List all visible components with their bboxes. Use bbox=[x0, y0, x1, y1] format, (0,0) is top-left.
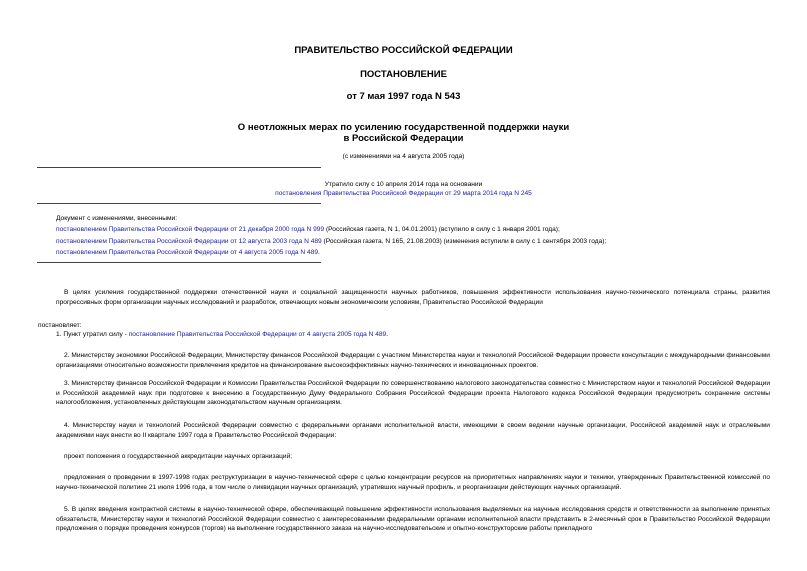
repeal-status: Утратило силу с 10 апреля 2014 года на основании bbox=[324, 181, 483, 188]
resolves-label: постановляет: bbox=[38, 322, 82, 329]
change-details: (Российская газета, N 165, 21.08.2003) (изменения вступили в силу с 1 сентября 2003 года); bbox=[321, 238, 607, 245]
paragraph-1-text: 1. Пункт утратил силу - bbox=[56, 331, 129, 338]
government-heading: ПРАВИТЕЛЬСТВО РОССИЙСКОЙ ФЕДЕРАЦИИ bbox=[294, 45, 513, 56]
document-date-number: от 7 мая 1997 года N 543 bbox=[346, 91, 461, 102]
paragraph-4a: проект положения о государственной аккредитации научных организаций; bbox=[64, 453, 293, 460]
preamble-paragraph: В целях усиления государственной поддержки отечественной науки и социальной защищенности научных работников, повышения эффективности использования научно-технического потенциала страны, развития прогрессивных форм организации научных исследований и разработок, отвечающих новым экономическим условиям, Правительство Российской Федерации bbox=[56, 289, 770, 306]
paragraph-4: 4. Министерству науки и технологий Российской Федерации совместно с федеральными органами исполнительной власти, имеющими в своем ведении научные организации, Российской академией наук и отраслевыми академиями наук внести во II квартале 1997 года в Правительство Российской Федерации: bbox=[56, 422, 770, 439]
change-item bbox=[56, 237, 606, 246]
changes-intro: Документ с изменениями, внесенными: bbox=[56, 215, 178, 222]
paragraph-1-link[interactable]: постановление Правительства Российской Федерации от 4 августа 2005 года N 489 bbox=[128, 331, 387, 338]
repeal-decree-link[interactable]: постановления Правительства Российской Федерации от 29 марта 2014 года N 245 bbox=[275, 190, 532, 197]
change-details: . bbox=[318, 249, 320, 256]
paragraph-2: 2. Министерству экономики Российской Федерации, Министерству финансов Российской Федерации с участием Министерства науки и технологий Российской Федерации провести консультации с международными финансовыми организациями относительно возможности привлечения кредитов на финансирование высокоэффективных научно-технических и инновационных проектов. bbox=[56, 352, 770, 369]
amendments-note: (с изменениями на 4 августа 2005 года) bbox=[342, 153, 465, 160]
divider bbox=[37, 262, 321, 263]
divider bbox=[37, 167, 321, 168]
document-type: ПОСТАНОВЛЕНИЕ bbox=[360, 69, 447, 80]
document-title-line1: О неотложных мерах по усилению государственной поддержки науки bbox=[237, 122, 570, 133]
change-link-2003[interactable]: постановлением Правительства Российской Федерации от 12 августа 2003 года N 489 bbox=[56, 238, 322, 245]
paragraph-5: 5. В целях введения контрактной системы в научно-технической сфере, обеспечивающей повышение эффективности использования выделяемых на научные исследования средств и ответственности за выполнение принятых обязательств, Министерству науки и технологий Российской Федерации совместно с заинтересованными федеральными органами исполнительной власти представить в 2-месячный срок в Правительство Российской Федерации предложения о порядке проведения конкурсов (торгов) на выполнение государственного заказа на научно-исследовательские и опытно-конструкторские работы прикладного bbox=[56, 506, 770, 532]
divider bbox=[37, 203, 321, 204]
change-details: (Российская газета, N 1, 04.01.2001) (вступило в силу с 1 января 2001 года); bbox=[324, 226, 560, 233]
change-link-2005[interactable]: постановлением Правительства Российской Федерации от 4 августа 2005 года N 489 bbox=[56, 249, 319, 256]
paragraph-1-end: . bbox=[386, 331, 389, 338]
change-item bbox=[56, 225, 560, 234]
paragraph-4b: предложения о проведении в 1997-1998 годах реструктуризации в научно-технической сфере с целью концентрации ресурсов на приоритетных направлениях науки и техники, утвержденных Правительственной комиссией по научно-технической политике 21 июля 1996 года, в том числе о ликвидации научных организаций, утративших научный профиль, и реорганизации действующих научных организаций. bbox=[56, 474, 770, 491]
paragraph-1 bbox=[56, 330, 388, 339]
document-title-line2: в Российской Федерации bbox=[343, 133, 464, 144]
paragraph-3: 3. Министерству финансов Российской Федерации и Комиссии Правительства Российской Федерации по совершенствованию налогового законодательства совместно с Министерством науки и технологий Российской Федерации и Российской академией наук при подготовке к внесению в Государственную Думу Федерального Собрания Российской Федерации проекта Налогового кодекса Российской Федерации предусмотреть сохранение системы налогообложения, установленных действующим законодательством научным организациям. bbox=[56, 380, 770, 406]
change-item bbox=[56, 248, 320, 257]
change-link-2000[interactable]: постановлением Правительства Российской Федерации от 21 декабря 2000 года N 999 bbox=[56, 226, 325, 233]
